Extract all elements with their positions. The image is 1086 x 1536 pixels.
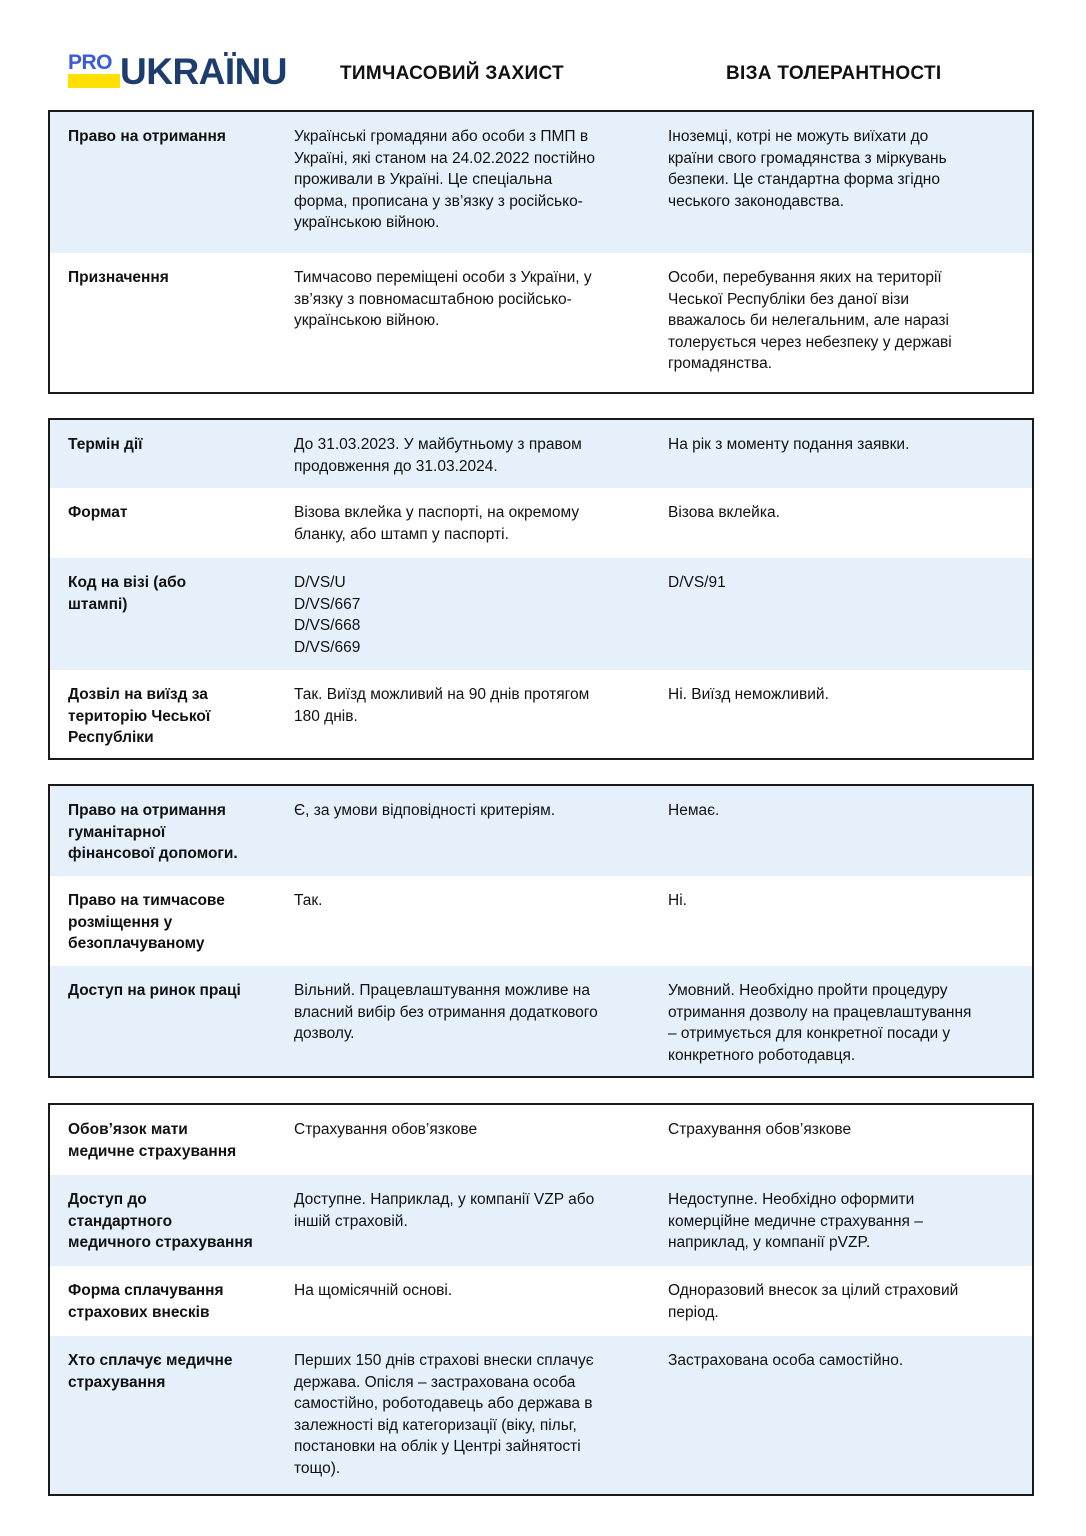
proukrainu-logo [68, 50, 288, 98]
table-row [50, 1105, 1032, 1175]
row-label: Право на тимчасове розміщення у безоплачуваному [68, 892, 225, 952]
tolerance-visa-value: D/VS/91 [668, 574, 726, 591]
table-row [50, 966, 1032, 1076]
temporary-protection-value: Доступне. Наприклад, у компанії VZP або іншій страховій. [294, 1191, 595, 1230]
temporary-protection-value: Тимчасово переміщені особи з України, у зв’язку з повномасштабною російсько- українською війною. [294, 269, 592, 329]
row-label: Доступ до стандартного медичного страхування [68, 1191, 253, 1251]
table-row [50, 1336, 1032, 1494]
row-label: Доступ на ринок праці [68, 982, 241, 999]
row-label: Хто сплачує медичне страхування [68, 1352, 233, 1391]
tolerance-visa-value: Умовний. Необхідно пройти процедуру отримання дозволу на працевлаштування – отримується для конкретної посади у конкретного роботодавця. [668, 982, 972, 1064]
temporary-protection-value: Візова вклейка у паспорті, на окремому бланку, або штамп у паспорті. [294, 504, 580, 543]
table-row [50, 786, 1032, 876]
tolerance-visa-value: Страхування обов’язкове [668, 1121, 852, 1138]
temporary-protection-value: D/VS/U D/VS/667 D/VS/668 D/VS/669 [294, 574, 361, 656]
tolerance-visa-value: Візова вклейка. [668, 504, 780, 521]
logo-pro-text: PRO [68, 51, 113, 74]
temporary-protection-value: До 31.03.2023. У майбутньому з правом продовження до 31.03.2024. [294, 436, 582, 475]
page-header [0, 0, 1086, 110]
tolerance-visa-value: Одноразовий внесок за цілий страховий період. [668, 1282, 959, 1321]
logo-pro-mark [68, 51, 120, 92]
table-row [50, 112, 1032, 253]
tolerance-visa-value: Ні. Виїзд неможливий. [668, 686, 829, 703]
logo-yellow-bar [68, 74, 120, 88]
table-row [50, 670, 1032, 758]
temporary-protection-value: Перших 150 днів страхові внески сплачує держава. Опісля – застрахована особа самостійно, роботодавець або держава в залежності від категоризації (віку, пільг, постановки на облік у Центрі зайнятості тощо). [294, 1352, 594, 1477]
row-label: Код на візі (або штампі) [68, 574, 187, 613]
comparison-table-2 [48, 418, 1034, 760]
tolerance-visa-value: Недоступне. Необхідно оформити комерційне медичне страхування – наприклад, у компанії pVZP. [668, 1191, 923, 1251]
temporary-protection-value: Вільний. Працевлаштування можливе на власний вибір без отримання додаткового дозволу. [294, 982, 598, 1042]
temporary-protection-value: Так. Виїзд можливий на 90 днів протягом 180 днів. [294, 686, 590, 725]
table-row [50, 253, 1032, 392]
temporary-protection-value: Є, за умови відповідності критеріям. [294, 802, 556, 819]
row-label: Формат [68, 504, 128, 521]
row-label: Призначення [68, 269, 169, 286]
tolerance-visa-value: Особи, перебування яких на території Чеської Республіки без даної візи вважалось би нелегальним, але наразі толерується через небезпеку у державі громадянства. [668, 269, 952, 372]
comparison-table-4 [48, 1103, 1034, 1496]
temporary-protection-value: Так. [294, 892, 323, 909]
table-row [50, 488, 1032, 558]
table-row [50, 558, 1032, 670]
logo-main-text: UKRAЇNU [120, 51, 288, 92]
tolerance-visa-value: Ні. [668, 892, 687, 909]
temporary-protection-value: Українські громадяни або особи з ПМП в Україні, які станом на 24.02.2022 постійно проживали в Україні. Це спеціальна форма, прописана у зв’язку з російсько- українською війною. [294, 128, 595, 231]
comparison-table-1 [48, 110, 1034, 394]
column-title-tolerance-visa: ВІЗА ТОЛЕРАНТНОСТІ [726, 63, 942, 84]
temporary-protection-value: На щомісячній основі. [294, 1282, 453, 1299]
row-label: Дозвіл на виїзд за територію Чеської Республіки [68, 686, 211, 746]
row-label: Право на отримання [68, 128, 226, 145]
table-row [50, 876, 1032, 966]
comparison-table-3 [48, 784, 1034, 1078]
tolerance-visa-value: Іноземці, котрі не можуть виїхати до країни свого громадянства з міркувань безпеки. Це стандартна форма згідно чеського законодавства. [668, 128, 947, 210]
table-row [50, 1266, 1032, 1336]
row-label: Термін дії [68, 436, 143, 453]
row-label: Право на отримання гуманітарної фінансової допомоги. [68, 802, 238, 862]
tolerance-visa-value: Застрахована особа самостійно. [668, 1352, 904, 1369]
table-row [50, 1175, 1032, 1266]
row-label: Обов’язок мати медичне страхування [68, 1121, 237, 1160]
column-title-temporary-protection: ТИМЧАСОВИЙ ЗАХИСТ [340, 63, 564, 84]
row-label: Форма сплачування страхових внесків [68, 1282, 224, 1321]
temporary-protection-value: Страхування обов’язкове [294, 1121, 478, 1138]
tolerance-visa-value: На рік з моменту подання заявки. [668, 436, 910, 453]
table-row [50, 420, 1032, 488]
tolerance-visa-value: Немає. [668, 802, 720, 819]
